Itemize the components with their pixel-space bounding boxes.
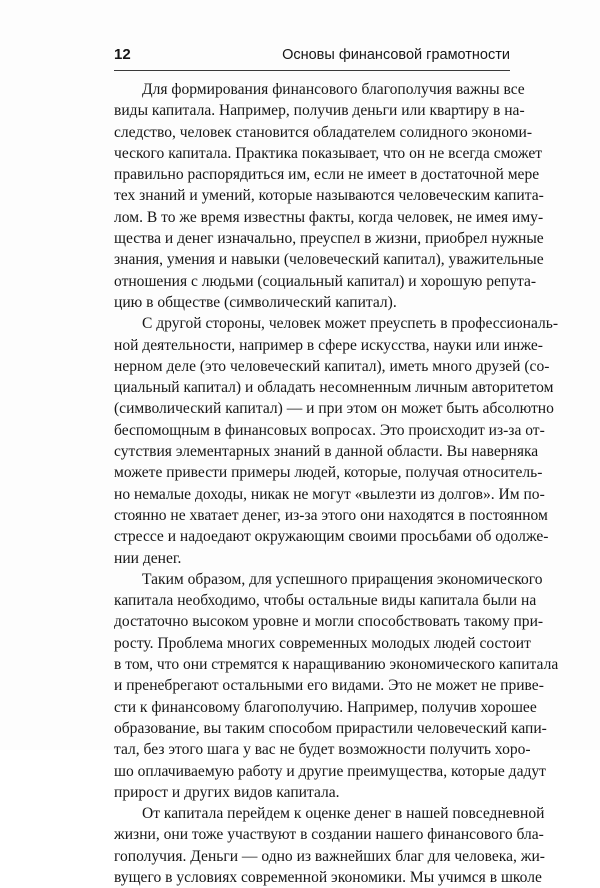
text-line: циальный капитал) и обладать несомненным личным авторитетом: [114, 379, 554, 397]
text-line: росту. Проблема многих современных молодых людей состоит: [114, 634, 531, 652]
text-line: виды капитала. Например, получив деньги или квартиру в на-: [114, 102, 525, 120]
text-line: тал, без этого шага у вас не будет возможности получить хоро-: [114, 741, 531, 759]
text-line: нии денег.: [114, 549, 182, 567]
page-header: [114, 44, 510, 71]
text-line: шо оплачиваемую работу и другие преимущества, которые дадут: [114, 762, 546, 780]
text-line: сти к финансовому благополучию. Например, получив хорошее: [114, 698, 537, 716]
text-line: прирост и других видов капитала.: [114, 783, 340, 801]
text-line: образование, вы таким способом прирастили человеческий капи-: [114, 719, 547, 737]
text-line: Для формирования финансового благополучия важны все: [142, 81, 525, 98]
text-line: капитала необходимо, чтобы остальные виды капитала были на: [114, 592, 537, 610]
text-line: беспомощным в финансовых вопросах. Это происходит из-за от-: [114, 421, 545, 439]
text-line: щества и денег изначально, преуспел в жизни, приобрел нужные: [114, 230, 544, 248]
text-line: но немалые доходы, никак не могут «вылезти из долгов». Им по-: [114, 485, 545, 503]
text-line: нерном деле (это человеческий капитал), иметь много друзей (со-: [114, 357, 550, 375]
text-line: и пренебрегают остальными его видами. Это не может не приве-: [114, 677, 544, 695]
text-line: жизни, они тоже участвуют в создании нашего финансового бла-: [114, 826, 544, 844]
text-line: Таким образом, для успешного приращения экономического: [142, 570, 543, 588]
text-line: достаточно высоком уровне и могли способствовать такому при-: [114, 613, 544, 631]
text-line: вущего в условиях современной экономики. Мы учимся в школе: [114, 868, 542, 886]
text-line: в том, что они стремятся к наращиванию экономического капитала: [114, 656, 559, 674]
text-line: лом. В то же время известны факты, когда человек, не имея иму-: [114, 208, 544, 226]
text-line: гополучия. Деньги — одно из важнейших благ для человека, жи-: [114, 847, 545, 865]
text-line: отношения с людьми (социальный капитал) и хорошую репута-: [114, 272, 537, 290]
text-line: ной деятельности, например в сфере искусства, науки или инже-: [114, 336, 543, 354]
text-line: сутствия элементарных знаний в данной области. Вы наверняка: [114, 443, 539, 461]
body-text: [114, 79, 559, 888]
text-line: следство, человек становится обладателем солидного экономи-: [114, 123, 533, 141]
text-line: можете привести примеры людей, которые, получая относитель-: [114, 464, 543, 482]
text-line: цию в обществе (символический капитал).: [114, 293, 397, 311]
running-title: Основы финансовой грамотности: [282, 47, 510, 63]
page-number: 12: [114, 46, 131, 63]
text-line: знания, умения и навыки (человеческий капитал), уважительные: [114, 251, 544, 269]
text-line: ческого капитала. Практика показывает, что он не всегда сможет: [114, 144, 543, 162]
text-line: стрессе и надоедают окружающим своими просьбами об одолже-: [114, 528, 549, 546]
text-line: От капитала перейдем к оценке денег в нашей повседневной: [142, 805, 545, 823]
text-line: С другой стороны, человек может преуспеть в профессиональ-: [142, 315, 559, 333]
text-line: стоянно не хватает денег, из-за этого они находятся в постоянном: [114, 506, 548, 524]
text-line: (символический капитал) — и при этом он может быть абсолютно: [114, 400, 554, 418]
text-line: правильно распорядиться им, если не имеет в достаточной мере: [114, 166, 540, 184]
text-line: тех знаний и умений, которые называются человеческим капита-: [114, 187, 544, 205]
